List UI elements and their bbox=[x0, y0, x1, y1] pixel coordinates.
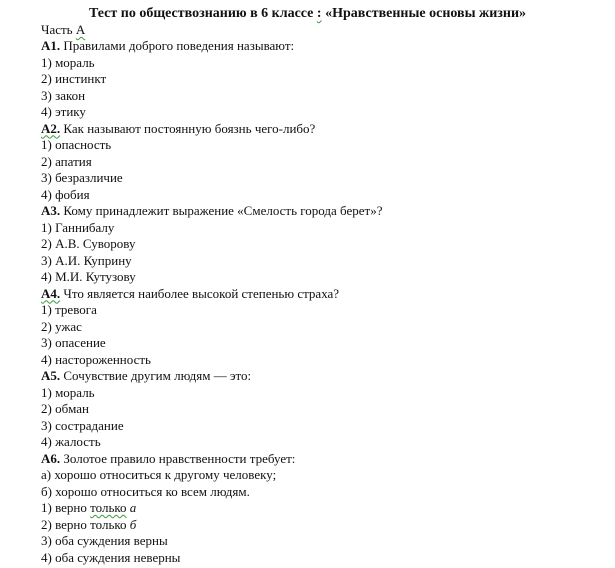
answer-option: 3) оба суждения верны bbox=[41, 533, 168, 548]
answer-option: 1) опасность bbox=[41, 137, 112, 152]
option-letter: б bbox=[129, 516, 137, 532]
document-title bbox=[0, 5, 615, 22]
answer-option: 2) обман bbox=[41, 401, 89, 416]
question-a3 bbox=[41, 203, 601, 220]
answer-option: 4) настороженность bbox=[41, 351, 151, 367]
answer-option: 2) инстинкт bbox=[41, 71, 107, 86]
option-letter: а bbox=[129, 500, 137, 515]
question-a2 bbox=[41, 121, 601, 138]
question-text: Как называют постоянную боязнь чего-либо? bbox=[60, 120, 316, 136]
answer-option bbox=[41, 500, 601, 517]
answer-option: 2) А.В. Суворову bbox=[41, 236, 136, 251]
answer-option: 3) А.И. Куприну bbox=[41, 252, 132, 268]
question-a6 bbox=[41, 451, 601, 468]
title-prefix: Тест по обществознанию в 6 классе bbox=[88, 6, 317, 21]
option-word: только bbox=[90, 500, 127, 515]
question-number: А4. bbox=[41, 285, 61, 301]
part-prefix: Часть bbox=[41, 22, 76, 37]
answer-option: 3) сострадание bbox=[41, 417, 124, 433]
answer-option: 4) этику bbox=[41, 104, 86, 119]
answer-option: 4) фобия bbox=[41, 186, 90, 202]
answer-option: 1) мораль bbox=[41, 384, 95, 400]
question-text: Что является наиболее высокой степенью страха? bbox=[60, 285, 340, 301]
question-text: Сочувствие другим людям — это: bbox=[60, 368, 252, 383]
question-text: Правилами доброго поведения называют: bbox=[60, 38, 295, 53]
statement-b: б) хорошо относиться ко всем людям. bbox=[41, 483, 250, 499]
part-letter: А bbox=[75, 22, 86, 37]
title-colon: : bbox=[316, 6, 322, 21]
answer-option: 3) безразличие bbox=[41, 170, 123, 185]
answer-option: 3) закон bbox=[41, 87, 86, 103]
answer-option: 4) жалость bbox=[41, 434, 101, 449]
statement-a: а) хорошо относиться к другому человеку; bbox=[41, 467, 277, 482]
answer-option: 2) апатия bbox=[41, 153, 92, 169]
option-prefix: 1) верно bbox=[41, 500, 91, 515]
question-number: А5. bbox=[41, 368, 61, 383]
answer-option: 3) опасение bbox=[41, 335, 106, 350]
question-number: А1. bbox=[41, 38, 61, 53]
question-number: А6. bbox=[41, 450, 61, 466]
question-a1 bbox=[41, 38, 601, 55]
answer-option: 1) мораль bbox=[41, 54, 95, 70]
part-heading bbox=[41, 22, 85, 38]
question-text: Кому принадлежит выражение «Смелость города берет»? bbox=[60, 203, 383, 218]
question-a4 bbox=[41, 286, 601, 303]
answer-option: 4) М.И. Кутузову bbox=[41, 269, 136, 284]
title-suffix: «Нравственные основы жизни» bbox=[321, 6, 527, 21]
answer-option bbox=[41, 517, 601, 534]
questions-list bbox=[41, 38, 601, 566]
answer-option: 4) оба суждения неверны bbox=[41, 549, 181, 565]
question-number: А2. bbox=[41, 120, 61, 136]
answer-option: 1) Ганнибалу bbox=[41, 219, 115, 235]
option-prefix: 2) верно только bbox=[41, 516, 130, 532]
question-number: А3. bbox=[41, 203, 61, 218]
question-text: Золотое правило нравственности требует: bbox=[60, 450, 296, 466]
answer-option: 2) ужас bbox=[41, 318, 82, 334]
question-a5 bbox=[41, 368, 601, 385]
answer-option: 1) тревога bbox=[41, 302, 97, 317]
